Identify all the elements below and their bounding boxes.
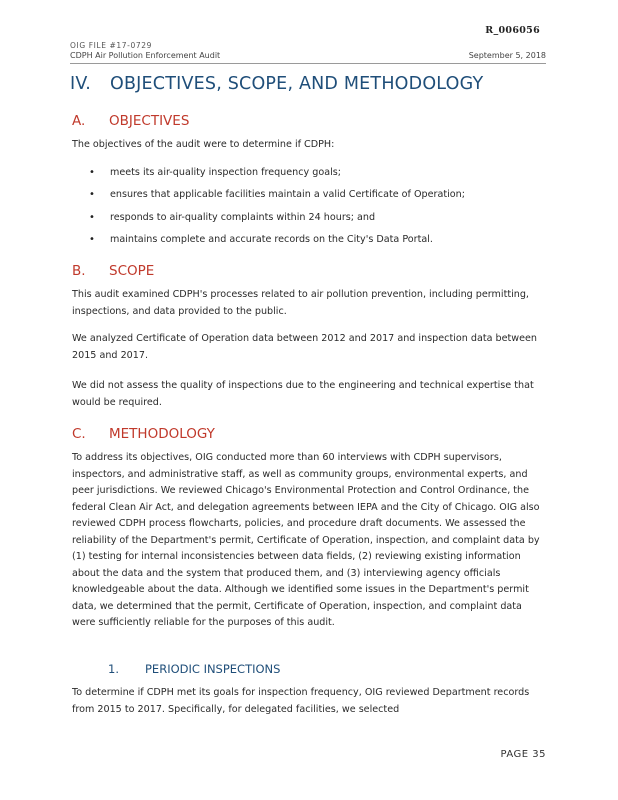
header-report-title: CDPH Air Pollution Enforcement Audit bbox=[70, 51, 221, 60]
document-control-number: R_006056 bbox=[485, 25, 540, 36]
section-title: OBJECTIVES, SCOPE, AND METHODOLOGY bbox=[110, 74, 484, 94]
list-item: • ensures that applicable facilities maintain a valid Certificate of Operation; bbox=[88, 187, 548, 209]
section-number: IV. bbox=[70, 74, 92, 94]
periodic-inspections-heading bbox=[108, 662, 280, 676]
objectives-intro: The objectives of the audit were to determine if CDPH: bbox=[72, 139, 335, 150]
header-file-number: OIG FILE #17-0729 bbox=[70, 41, 152, 50]
bullet-icon: • bbox=[89, 189, 95, 201]
header-divider bbox=[70, 63, 546, 64]
objectives-letter: A. bbox=[72, 113, 86, 129]
list-item: • maintains complete and accurate records on the City's Data Portal. bbox=[88, 232, 548, 254]
methodology-heading bbox=[72, 426, 215, 442]
page-number: PAGE 35 bbox=[500, 749, 546, 760]
periodic-inspections-paragraph: To determine if CDPH met its goals for inspection frequency, OIG reviewed Department records from 2015 to 2017. Specifically, for delegated facilities, we selected bbox=[72, 687, 530, 715]
list-item: • meets its air-quality inspection frequency goals; bbox=[88, 165, 548, 187]
objectives-title: OBJECTIVES bbox=[109, 113, 190, 129]
methodology-paragraph: To address its objectives, OIG conducted more than 60 interviews with CDPH supervisors, inspectors, and administrative staff, as well as community groups, environmental experts, and peer jurisdictions. We reviewed Chicago's Environmental Protection and Control Ordinance, the federal Clean Air Act, and delegation agreements between IEPA and the City of Chicago. OIG also reviewed CDPH process flowcharts, policies, and procedure draft documents. We assessed the reliability of the Department's permit, Certificate of Operation, inspection, and complaint data by (1) testing for internal inconsistencies between data fields, (2) reviewing existing information about the data and the system that produced them, and (3) interviewing agency officials knowledgeable about the data. Although we identified some issues in the Department's permit data, we determined that the permit, Certificate of Operation, inspection, and complaint data were sufficiently reliable for the purposes of this audit. bbox=[72, 452, 540, 628]
subsection-number: 1. bbox=[108, 662, 119, 676]
scope-paragraph: We analyzed Certificate of Operation data between 2012 and 2017 and inspection data between 2015 and 2017. bbox=[72, 333, 538, 361]
methodology-letter: C. bbox=[72, 426, 86, 442]
methodology-title: METHODOLOGY bbox=[109, 426, 215, 442]
subsection-title: PERIODIC INSPECTIONS bbox=[145, 662, 281, 676]
bullet-icon: • bbox=[89, 211, 95, 223]
objectives-list bbox=[88, 165, 548, 254]
scope-paragraph: We did not assess the quality of inspections due to the engineering and technical expertise that would be required. bbox=[72, 380, 534, 408]
scope-heading bbox=[72, 263, 154, 279]
scope-title: SCOPE bbox=[109, 263, 155, 279]
bullet-icon: • bbox=[89, 167, 95, 178]
list-item: • responds to air-quality complaints within 24 hours; and bbox=[88, 210, 548, 232]
scope-letter: B. bbox=[72, 263, 86, 279]
section-heading bbox=[70, 74, 483, 94]
objectives-heading bbox=[72, 113, 189, 129]
scope-paragraph: This audit examined CDPH's processes related to air pollution prevention, including permitting, inspections, and data provided to the public. bbox=[72, 289, 529, 317]
bullet-icon: • bbox=[89, 233, 95, 245]
header-date: September 5, 2018 bbox=[468, 51, 546, 60]
